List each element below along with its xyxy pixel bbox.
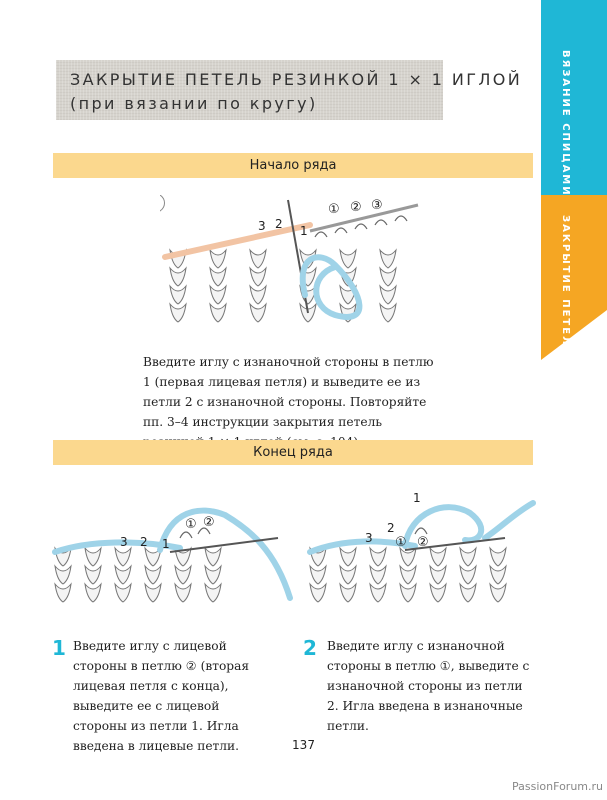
end-left-label-1: 1	[162, 537, 170, 551]
end-right-label-2: 2	[387, 521, 395, 535]
illustration-row-end-step1	[50, 490, 295, 610]
end-left-label-3: 3	[120, 535, 128, 549]
label-2: 2	[275, 217, 283, 231]
page-number: 137	[292, 738, 315, 752]
end-right-label-circle-1: ①	[395, 535, 407, 550]
side-tab-primary-label: ВЯЗАНИЕ СПИЦАМИ	[560, 50, 571, 197]
label-1: 1	[300, 224, 308, 238]
end-left-label-circle-2: ②	[203, 515, 215, 530]
end-left-label-2: 2	[140, 535, 148, 549]
end-left-label-circle-1: ①	[185, 517, 197, 532]
label-circle-3: ③	[371, 198, 383, 213]
end-right-label-1: 1	[413, 491, 421, 505]
label-circle-2: ②	[350, 200, 362, 215]
label-3: 3	[258, 219, 266, 233]
label-circle-1: ①	[328, 202, 340, 217]
watermark: PassionForum.ru	[512, 780, 603, 793]
step-number-1: 1	[52, 636, 66, 660]
step-text-2: Введите иглу с изнаночной стороны в петлю ①, выведите с изнаночной стороны из петли 2. Игла введена в изнаночные петли.	[327, 639, 530, 733]
page-title: ЗАКРЫТИЕ ПЕТЕЛЬ РЕЗИНКОЙ 1 × 1 ИГЛОЙ	[70, 70, 523, 89]
step-text-1: Введите иглу с лицевой стороны в петлю ② (вторая лицевая петля с конца), выведите ее с лицевой стороны из петли 1. Игла введена в лицевые петли.	[73, 639, 250, 753]
section-heading-start: Начало ряда	[53, 153, 533, 178]
side-tab-secondary-label: ЗАКРЫТИЕ ПЕТЕЛЬ	[560, 215, 571, 356]
end-right-label-circle-2: ②	[417, 535, 429, 550]
illustration-row-end-step2	[305, 488, 537, 610]
tab-arrow-shape	[541, 0, 607, 360]
step-number-2: 2	[303, 636, 317, 660]
section-heading-end: Конец ряда	[53, 440, 533, 465]
instruction-paragraph-start: Введите иглу с изнаночной стороны в петлю 1 (первая лицевая петля) и выведите ее из петли 2 с изнаночной стороны. Повторяйте пп. 3–4 инструкции закрытия петель	[143, 355, 434, 429]
page-subtitle: (при вязании по кругу)	[70, 94, 318, 113]
end-right-label-3: 3	[365, 531, 373, 545]
illustration-row-start	[160, 195, 420, 340]
